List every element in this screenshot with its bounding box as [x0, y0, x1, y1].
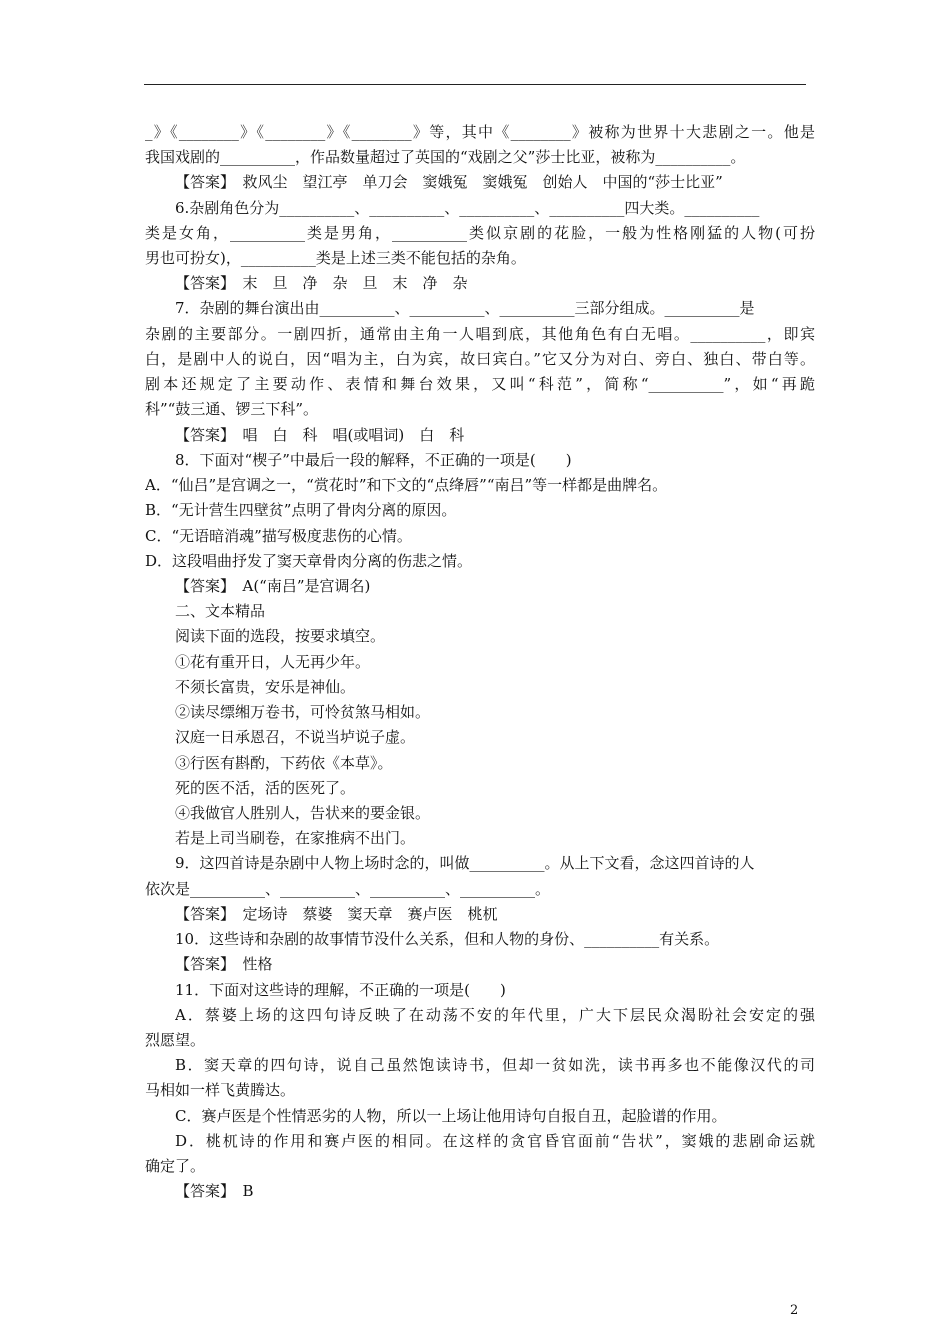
option-line: C．赛卢医是个性情恶劣的人物，所以一上场让他用诗句自报自丑，起脸谱的作用。 [175, 1107, 727, 1125]
text-line: 确定了。 [145, 1157, 206, 1175]
answer-line: 【答案】 A(“南吕”是宫调名) [175, 577, 371, 595]
poem-line: 不须长富贵，安乐是神仙。 [175, 678, 356, 696]
header-rule [144, 84, 806, 85]
answer-line: 【答案】 唱 白 科 唱(或唱词) 白 科 [175, 426, 465, 444]
answer-line: 【答案】 末 旦 净 杂 旦 末 净 杂 [175, 274, 468, 292]
text-line: 科”“鼓三通、锣三下科”。 [145, 400, 319, 418]
text-line: 白，是剧中人的说白，因“唱为主，白为宾，故曰宾白。”它又分为对白、旁白、独白、带白等。 [145, 350, 815, 368]
answer-line: 【答案】 B [175, 1182, 254, 1200]
poem-line: ④我做官人胜别人，告状来的要金银。 [175, 804, 431, 822]
poem-line: 死的医不活，活的医死了。 [175, 779, 356, 797]
question-line: 9．这四首诗是杂剧中人物上场时念的，叫做__________。从上下文看，念这四首诗的人 [175, 854, 755, 872]
option-line: D．这段唱曲抒发了窦天章骨肉分离的伤悲之情。 [145, 552, 473, 570]
poem-line: ③行医有斟酌，下药依《本草》。 [175, 754, 393, 772]
poem-line: 汉庭一日承恩召，不说当垆说子虚。 [175, 728, 416, 746]
poem-line: 若是上司当刷卷，在家推病不出门。 [175, 829, 416, 847]
text-line: 烈愿望。 [145, 1031, 206, 1049]
option-line: A．“仙吕”是宫调之一，“赏花时”和下文的“点绛唇”“南吕”等一样都是曲牌名。 [145, 476, 668, 494]
section-heading: 二、文本精品 [175, 602, 266, 620]
answer-line: 【答案】 救风尘 望江亭 单刀会 窦娥冤 窦娥冤 创始人 中国的“莎士比亚” [175, 173, 723, 191]
answer-line: 【答案】 性格 [175, 955, 273, 973]
option-line: D．桃杌诗的作用和赛卢医的相同。在这样的贪官昏官面前“告状”，窦娥的悲剧命运就 [175, 1132, 815, 1150]
text-line: 杂剧的主要部分。一剧四折，通常由主角一人唱到底，其他角色有白无唱。__________，即宾 [145, 325, 815, 343]
option-line: B．“无计营生四壁贫”点明了骨肉分离的原因。 [145, 501, 457, 519]
question-line: 10．这些诗和杂剧的故事情节没什么关系，但和人物的身份、__________有关系。 [175, 930, 720, 948]
poem-line: ②读尽缥缃万卷书，可怜贫煞马相如。 [175, 703, 431, 721]
text-line: 马相如一样飞黄腾达。 [145, 1081, 296, 1099]
instruction-line: 阅读下面的选段，按要求填空。 [175, 627, 386, 645]
question-line: 8．下面对“楔子”中最后一段的解释，不正确的一项是( ) [175, 451, 572, 469]
question-line: 6.杂剧角色分为__________、__________、__________、__________四大类。__________ [175, 199, 760, 217]
option-line: A．蔡婆上场的这四句诗反映了在动荡不安的年代里，广大下层民众渴盼社会安定的强 [175, 1006, 815, 1024]
text-line: 我国戏剧的__________，作品数量超过了英国的“戏剧之父”莎士比亚，被称为__________。 [145, 148, 746, 166]
text-line: 剧本还规定了主要动作、表情和舞台效果，又叫“科范”，简称“__________”，如“再跪 [145, 375, 815, 393]
option-line: C．“无语暗消魂”描写极度悲伤的心情。 [145, 527, 412, 545]
text-line: 类是女角，__________类是男角，__________类似京剧的花脸，一般为性格刚猛的人物(可扮 [145, 224, 815, 242]
option-line: B．窦天章的四句诗，说自己虽然饱读诗书，但却一贫如洗，读书再多也不能像汉代的司 [175, 1056, 815, 1074]
page-number: 2 [790, 1303, 799, 1318]
question-line: 11．下面对这些诗的理解，不正确的一项是( ) [175, 981, 506, 999]
answer-line: 【答案】 定场诗 蔡婆 窦天章 赛卢医 桃杌 [175, 905, 498, 923]
question-line: 7．杂剧的舞台演出由__________、__________、__________三部分组成。__________是 [175, 299, 755, 317]
poem-line: ①花有重开日，人无再少年。 [175, 653, 371, 671]
text-line: _》《________》《________》《________》等，其中《________》被称为世界十大悲剧之一。他是 [145, 123, 815, 141]
text-line: 男也可扮女)，__________类是上述三类不能包括的杂角。 [145, 249, 526, 267]
text-line: 依次是__________、__________、__________、__________。 [145, 880, 551, 898]
